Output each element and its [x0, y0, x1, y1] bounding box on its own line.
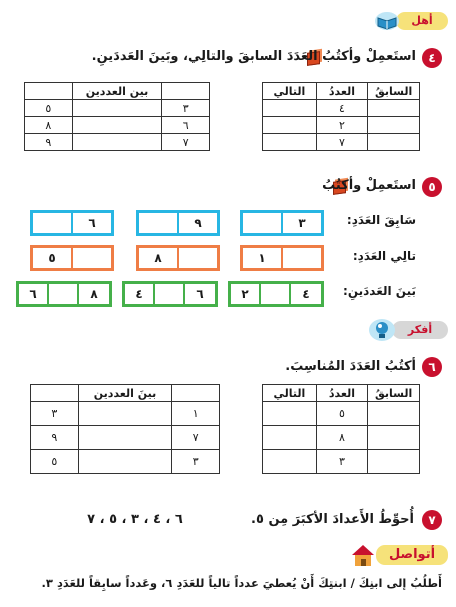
number-cell: ٥ [316, 402, 368, 426]
blank-cell[interactable] [263, 426, 317, 450]
table-row [263, 426, 420, 450]
number-cell: ٦ [196, 287, 204, 301]
table-row [263, 117, 420, 134]
number-cell: ٧ [172, 426, 220, 450]
table-row [25, 134, 210, 151]
blank-cell[interactable] [78, 450, 172, 474]
blank-cell[interactable] [73, 248, 111, 268]
question-6-text: أكتُبُ العَدَدَ المُناسِبَ. [285, 359, 416, 374]
prev-box [30, 210, 114, 236]
question-7-text: أُحوِّطُ الأَعدادَ الأكبَرَ مِن ٥. [251, 512, 414, 527]
number-cell: ٨ [90, 287, 98, 301]
between-label: بَينَ العَددَينِ: [343, 284, 416, 298]
number-cell: ٤ [316, 100, 368, 117]
question-7-number: ٧ [422, 510, 442, 530]
blank-cell[interactable] [283, 248, 321, 268]
number-cell: ٤ [302, 287, 310, 301]
blank-cell[interactable] [72, 100, 162, 117]
number-cell: ٣ [162, 100, 210, 117]
practice-badge-label: أهل [396, 12, 448, 30]
table-row [263, 402, 420, 426]
number-cell: ٥ [25, 100, 73, 117]
number-cell: ٦ [88, 216, 96, 230]
number-cell: ٥ [33, 248, 73, 268]
blank-cell[interactable] [263, 100, 317, 117]
next-label: تالِي العَدَدِ: [352, 249, 416, 263]
connect-badge-label: أتواصل [376, 545, 448, 565]
blank-cell[interactable] [368, 134, 420, 151]
table-header-row [25, 83, 210, 100]
question-5-number: ٥ [422, 177, 442, 197]
number-cell: ٣ [316, 450, 368, 474]
column-header: التالي [263, 83, 317, 100]
table-row [25, 100, 210, 117]
blank-cell[interactable] [263, 117, 317, 134]
number-cell: ١ [172, 402, 220, 426]
column-header [31, 385, 79, 402]
house-icon [348, 542, 378, 568]
table-row [263, 450, 420, 474]
question-4-number: ٤ [422, 48, 442, 68]
book-icon [374, 10, 400, 32]
number-cell: ٢ [231, 284, 261, 304]
footer-text: أَطلُبُ إلى ابنِكَ / ابنتِكَ أَنْ يُعطيَ عدداً تالياً للعَدَدِ ٦، وعَدداً سابِقاً للعَدَدِ ٣. [41, 576, 442, 590]
column-header: العددُ [316, 83, 368, 100]
number-cell: ٩ [31, 426, 79, 450]
next-box [136, 245, 220, 271]
column-header: السابقُ [368, 83, 420, 100]
table-header-row [31, 385, 220, 402]
blank-cell[interactable] [368, 100, 420, 117]
number-cell: ٩ [25, 134, 73, 151]
column-header [25, 83, 73, 100]
blank-cell[interactable] [368, 426, 420, 450]
number-cell: ٦ [162, 117, 210, 134]
between-box [228, 281, 324, 307]
think-badge-label: أفكر [392, 321, 448, 339]
number-cell: ٢ [316, 117, 368, 134]
practice-badge [374, 10, 448, 32]
next-box [240, 245, 324, 271]
number-cell: ٧ [316, 134, 368, 151]
number-cell: ٦ [19, 284, 49, 304]
table-header-row [263, 83, 420, 100]
blank-cell[interactable] [263, 402, 317, 426]
think-badge [368, 318, 448, 342]
table-row [263, 134, 420, 151]
table-row [263, 100, 420, 117]
blank-cell[interactable] [155, 284, 185, 304]
blank-cell[interactable] [179, 248, 217, 268]
column-header: بين العددين [72, 83, 162, 100]
thinking-icon [368, 318, 396, 342]
blank-cell[interactable] [263, 134, 317, 151]
number-cell: ٤ [125, 284, 155, 304]
question-5-text: استَعمِلْ وأكتُبُ [322, 178, 416, 193]
number-cell: ٣ [172, 450, 220, 474]
blank-cell[interactable] [263, 450, 317, 474]
blank-cell[interactable] [368, 117, 420, 134]
blank-cell[interactable] [243, 213, 283, 233]
number-cell: ٨ [25, 117, 73, 134]
table-header-row [263, 385, 420, 402]
table-row [31, 426, 220, 450]
number-cell: ٣ [31, 402, 79, 426]
column-header: بينَ العددين [78, 385, 172, 402]
blank-cell[interactable] [78, 426, 172, 450]
blank-cell[interactable] [368, 450, 420, 474]
column-header: التالي [263, 385, 317, 402]
q6-table-right [30, 384, 220, 474]
blank-cell[interactable] [139, 213, 179, 233]
blank-cell[interactable] [261, 284, 291, 304]
table-row [31, 450, 220, 474]
connect-badge [348, 542, 448, 568]
question-4-text: استَعمِلْ وأكتُبُ العَدَدَ السابقَ والتالِي، وبَينَ العَددَينِ. [91, 49, 416, 64]
column-header: السابقُ [368, 385, 420, 402]
next-box [30, 245, 114, 271]
prev-label: سَابِقَ العَدَدِ: [346, 213, 416, 227]
number-cell: ٧ [162, 134, 210, 151]
number-cell: ٨ [139, 248, 179, 268]
column-header [162, 83, 210, 100]
prev-box [240, 210, 324, 236]
number-cell: ٨ [316, 426, 368, 450]
table-row [31, 402, 220, 426]
blank-cell[interactable] [33, 213, 73, 233]
blank-cell[interactable] [72, 117, 162, 134]
blank-cell[interactable] [368, 402, 420, 426]
column-header [172, 385, 220, 402]
blank-cell[interactable] [72, 134, 162, 151]
between-box [122, 281, 218, 307]
between-box [16, 281, 112, 307]
blank-cell[interactable] [78, 402, 172, 426]
prev-box [136, 210, 220, 236]
number-cell: ٥ [31, 450, 79, 474]
q4-table-left [262, 82, 420, 151]
blank-cell[interactable] [49, 284, 79, 304]
question-6-number: ٦ [422, 357, 442, 377]
number-cell: ١ [243, 248, 283, 268]
column-header: العددُ [316, 385, 368, 402]
q4-table-right [24, 82, 210, 151]
numbers-list[interactable]: ٦ ، ٤ ، ٣ ، ٥ ، ٧ [87, 512, 183, 527]
number-cell: ٩ [194, 216, 202, 230]
number-cell: ٣ [298, 216, 306, 230]
q6-table-left [262, 384, 420, 474]
table-row [25, 117, 210, 134]
